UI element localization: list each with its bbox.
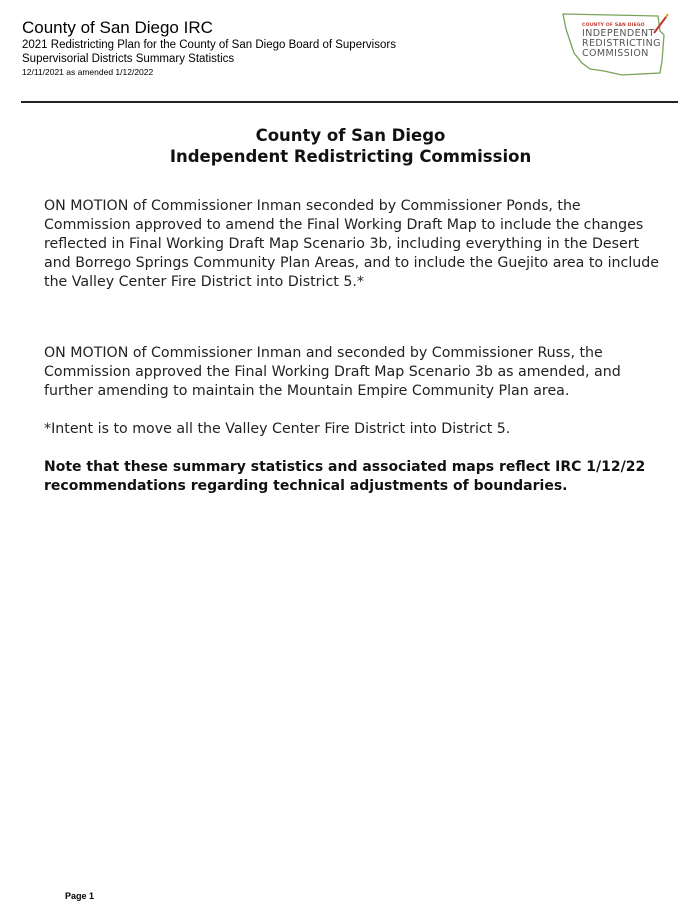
document-title-line-1: County of San Diego [255,126,446,145]
document-title [22,125,679,167]
header-date: 12/11/2021 as amended 1/12/2022 [22,67,154,77]
logo-county-label: COUNTY OF SAN DIEGO [582,23,645,28]
document-header [22,18,562,78]
motion-paragraph-2: ON MOTION of Commissioner Inman and seconded by Commissioner Russ, the Commission approved the Final Working Draft Map Scenario 3b as amended, and further amending to maintain the Mountain Empire Community Plan area. [44,345,621,399]
intent-footnote: *Intent is to move all the Valley Center Fire District into District 5. [44,421,511,437]
irc-logo [560,11,672,77]
header-subtitle: Supervisorial Districts Summary Statistics [22,53,235,65]
document-title-line-2: Independent Redistricting Commission [169,147,532,166]
header-plan-name: 2021 Redistricting Plan for the County of San Diego Board of Supervisors [22,39,396,51]
page-number: Page 1 [65,891,95,901]
motion-paragraph-1: ON MOTION of Commissioner Inman seconded by Commissioner Ponds, the Commission approved to amend the Final Working Draft Map to include the changes reflected in Final Working Draft Map Scenario 3b, including everything in the Desert and Borrego Springs Community Plan Areas, and to include the Guejito area to include the Valley Center Fire District into District 5.* [44,198,660,290]
logo-line-independent: INDEPENDENT [582,28,655,39]
logo-wordmark [582,23,672,59]
logo-line-redistricting: REDISTRICTING [582,38,661,49]
header-title: County of San Diego IRC [22,18,213,37]
header-divider [21,101,678,103]
summary-note: Note that these summary statistics and associated maps reflect IRC 1/12/22 recommendations regarding technical adjustments of boundaries. [44,459,646,494]
logo-line-commission: COMMISSION [582,48,649,59]
